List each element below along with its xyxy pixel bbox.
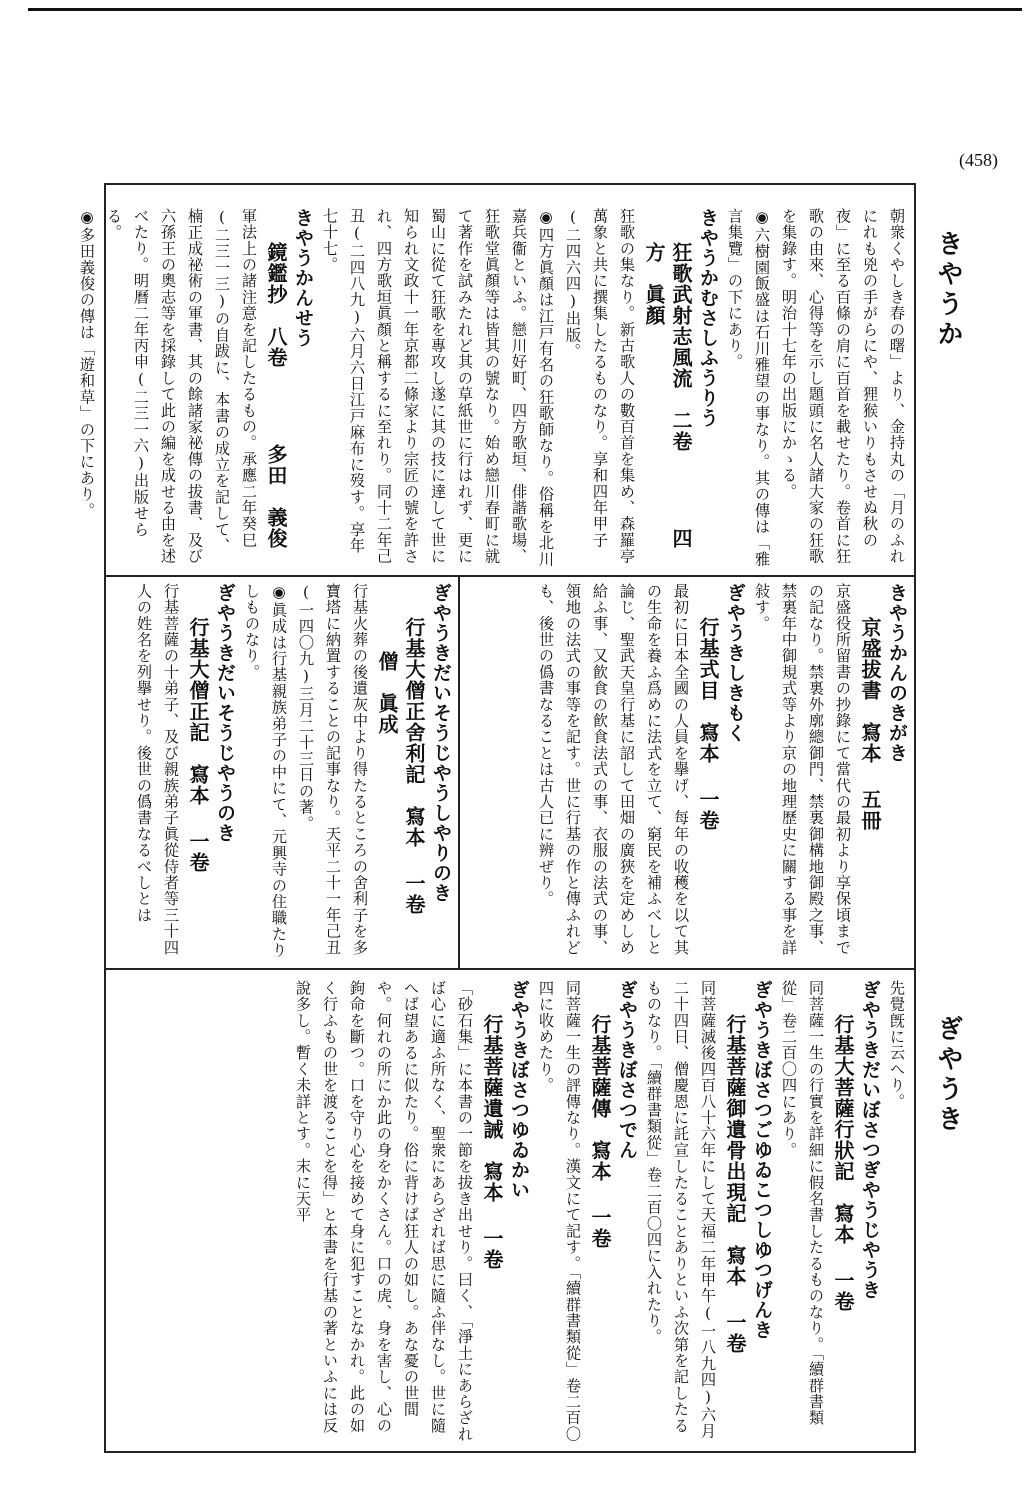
entry-text: 先覺旣に云へり。 — [888, 980, 906, 1110]
entry-text: ◉多田義俊の傳は「遊和草」の下にあり。 — [78, 208, 96, 519]
entry-reading: ぎやうきだいぼさつぎやうじやうき — [859, 980, 881, 1300]
entry-volumes: 八卷 — [264, 326, 288, 368]
divider-lower — [104, 968, 916, 970]
entry-reading: ぎやうきぼさつでん — [616, 980, 638, 1160]
entry-reading: ぎやうきぼさつごゆゐこつしゆつげんき — [751, 980, 773, 1340]
entry-volumes: 寫本 一卷 — [480, 1161, 504, 1270]
entry-text: 同菩薩一生の行實を詳細に假名書したるものなり。「續群書類從」卷二百〇四にあり。 — [780, 980, 825, 1426]
entry-reading: ぎやうきだいそうじやうのき — [214, 583, 236, 843]
entry-text: 朝衆くやしき春の曙」より、金持丸の「月のふれにれも兇の手がらにや、狸猴いりもさせぬ秋の夜」に至る百條の肩に百首を載せたり。卷首に狂歌の由來、心得等を示し題頭に名人諸大家の狂歌を集錄す。明治十七年の出版にかゝる。 — [780, 208, 906, 565]
entry-author: 僧 眞成 — [375, 651, 399, 735]
entry-title — [373, 617, 427, 963]
entry-title — [721, 1014, 748, 1448]
entry-title — [640, 242, 694, 568]
entry-volumes: 寫本 五冊 — [858, 722, 882, 831]
entry-title — [829, 1014, 856, 1448]
entry-title — [694, 617, 721, 963]
entry-title — [262, 242, 289, 568]
entry-text: 最初に日本全國の人員を擧げ、每年の收穫を以て其の生命を養ふ爲めに法式を立て、窮民を補ふべしと論じ、聖武天皇行基に詔して田畑の廣狹を定めしめ給ふ事、又飮食の飮食法式の事、衣服の法式の事、領地の法式の事等を記す。世に行基の作と傳ふれども、後世の僞書なることは古人已に辨ぜり。 — [537, 583, 690, 956]
entry-text: 狂歌の集なり。新古歌人の數百首を集め、森羅亭萬象と共に撰集したるものなり。享和四年甲子(二四六四)出版。 — [564, 208, 636, 565]
entry-text: ◉眞成は行基親族弟子の中にて、元興寺の住職たりしものなり。 — [243, 583, 288, 959]
section-middle-left — [110, 583, 454, 963]
entry-text: ◉六樹園飯盛は石川雅望の事なり。其の傳は「雅言集覽」の下にあり。 — [726, 208, 771, 568]
entry-title-text: 行基大菩薩行狀記 — [831, 1014, 855, 1182]
entry-author: 四方 眞顏 — [642, 242, 693, 549]
entry-volumes: 寫本 一卷 — [696, 722, 720, 831]
entry-reading: きやうかむさしふうりう — [697, 208, 719, 428]
entry-title-text: 行基菩薩遺誡 — [480, 1014, 504, 1140]
entry-title — [586, 1014, 613, 1448]
entry-text: 行基菩薩の十弟子、及び親族弟子眞從侍者等三十四人の姓名を列擧せり。後世の僞書なるべしとは — [135, 583, 180, 956]
entry-author: 多田 義俊 — [264, 444, 288, 549]
entry-title-text: 行基菩薩傳 — [588, 1014, 612, 1119]
page-number: (458) — [959, 150, 998, 170]
entry-title — [184, 617, 211, 963]
divider-upper — [104, 575, 916, 577]
entry-text: 行基火葬の後遺灰中より得たるところの舍利子を多寶塔に納置することの記事なり。天平二十一年己丑(一四〇九)三月二十三日の著。 — [297, 583, 369, 956]
entry-volumes: 寫本 一卷 — [831, 1203, 855, 1312]
entry-reading: ぎやうきしきもく — [724, 583, 746, 743]
entry-text: 京盛役所留書の抄錄にて當代の最初より享保頃までの記なり。禁裏外廓總御門、禁裏御構地御殿之事、禁裏年中御規式等より京の地理歷史に關する事を詳敍す。 — [753, 583, 852, 956]
entry-volumes: 寫本 一卷 — [186, 764, 210, 873]
entry-volumes: 寫本 一卷 — [402, 806, 426, 915]
entry-title-text: 行基式目 — [696, 617, 720, 701]
entry-title-text: 行基大僧正舍利記 — [402, 617, 426, 785]
entry-reading: ぎやうきぼさつゆゐかい — [508, 980, 530, 1200]
entry-text: 軍法上の諸注意を記したるもの。承應二年癸巳(二三一三)の自跋に、本書の成立を記して、楠正成祕術の軍書、其の餘諸家祕傳の拔書、及び六孫王の奧志等を採錄して此の編を成せる由を述べたり。明曆二年丙申(二三一六)出版せらる。 — [105, 208, 258, 565]
entry-reading: きやうかんのきがき — [886, 583, 908, 763]
section-bottom — [110, 980, 910, 1448]
entry-reading: きやうかんせう — [292, 208, 314, 348]
entry-text: 同菩薩滅後四百八十六年にして天福二年甲午(一八九四)六月二十四日、僧慶恩に託宣したることありといふ次第を記したるものなり。「續群書類從」卷二百〇四に入れたり。 — [645, 980, 717, 1440]
top-rule — [28, 8, 1022, 11]
section-middle-right — [464, 583, 910, 963]
entry-reading: ぎやうきだいそうじやうしやりのき — [430, 583, 452, 903]
divider-middle — [458, 576, 460, 968]
running-header-right: きやうか — [933, 230, 963, 350]
entry-title — [856, 617, 883, 963]
entry-title-text: 京盛拔書 — [858, 617, 882, 701]
entry-text: 同菩薩一生の評傳なり。漢文にて記す。「續群書類從」卷二百〇四に收めたり。 — [537, 980, 582, 1443]
entry-text: 「砂石集」に本書の一節を拔き出せり。曰く、「淨土にあらざれば心に適ふ所なく、聖衆にあらざれば思に隨ふ伴なし。世に隨へば望あるに似たり。俗に背けば狂人の如し。あな憂の世間や。何れの所にか此の身をかくさん。口の虎、身を害し、心の鉤命を斷つ。口を守り心を接めて身に犯すことなかれ。此の如く行ふもの世を渡ることを得」と本書を行基の著といふには反說多し。暫く未詳とす。末に天平 — [294, 980, 474, 1443]
running-header-left: ぎやうき — [933, 1015, 963, 1135]
entry-volumes: 寫本 一卷 — [588, 1140, 612, 1249]
entry-volumes: 二卷 — [669, 410, 693, 452]
entry-title-text: 狂歌武射志風流 — [669, 242, 693, 389]
entry-volumes: 寫本 一卷 — [723, 1245, 747, 1354]
entry-title-text: 行基大僧正記 — [186, 617, 210, 743]
entry-text: ◉四方眞顏は江戸有名の狂歌師なり。俗稱を北川嘉兵衞といふ。戀川好町、四方歌垣、俳諧歌場、狂歌堂眞顏等は皆其の號なり。始め戀川春町に就て著作を試みたれど其の草紙世に行はれず、更に蜀山に從て狂歌を專攻し遂に其の技に達して世に知られ文政十一年京都二條家より宗匠の號を許され、四方歌垣眞顏と稱するに至れり。同十二年己丑(二四八九)六月六日江戸麻布に歿す。享年七十七。 — [321, 208, 555, 568]
entry-title-text: 行基菩薩御遺骨出現記 — [723, 1014, 747, 1224]
entry-title — [478, 1014, 505, 1448]
entry-title-text: 鏡鑑抄 — [264, 242, 288, 305]
section-top — [78, 208, 910, 568]
